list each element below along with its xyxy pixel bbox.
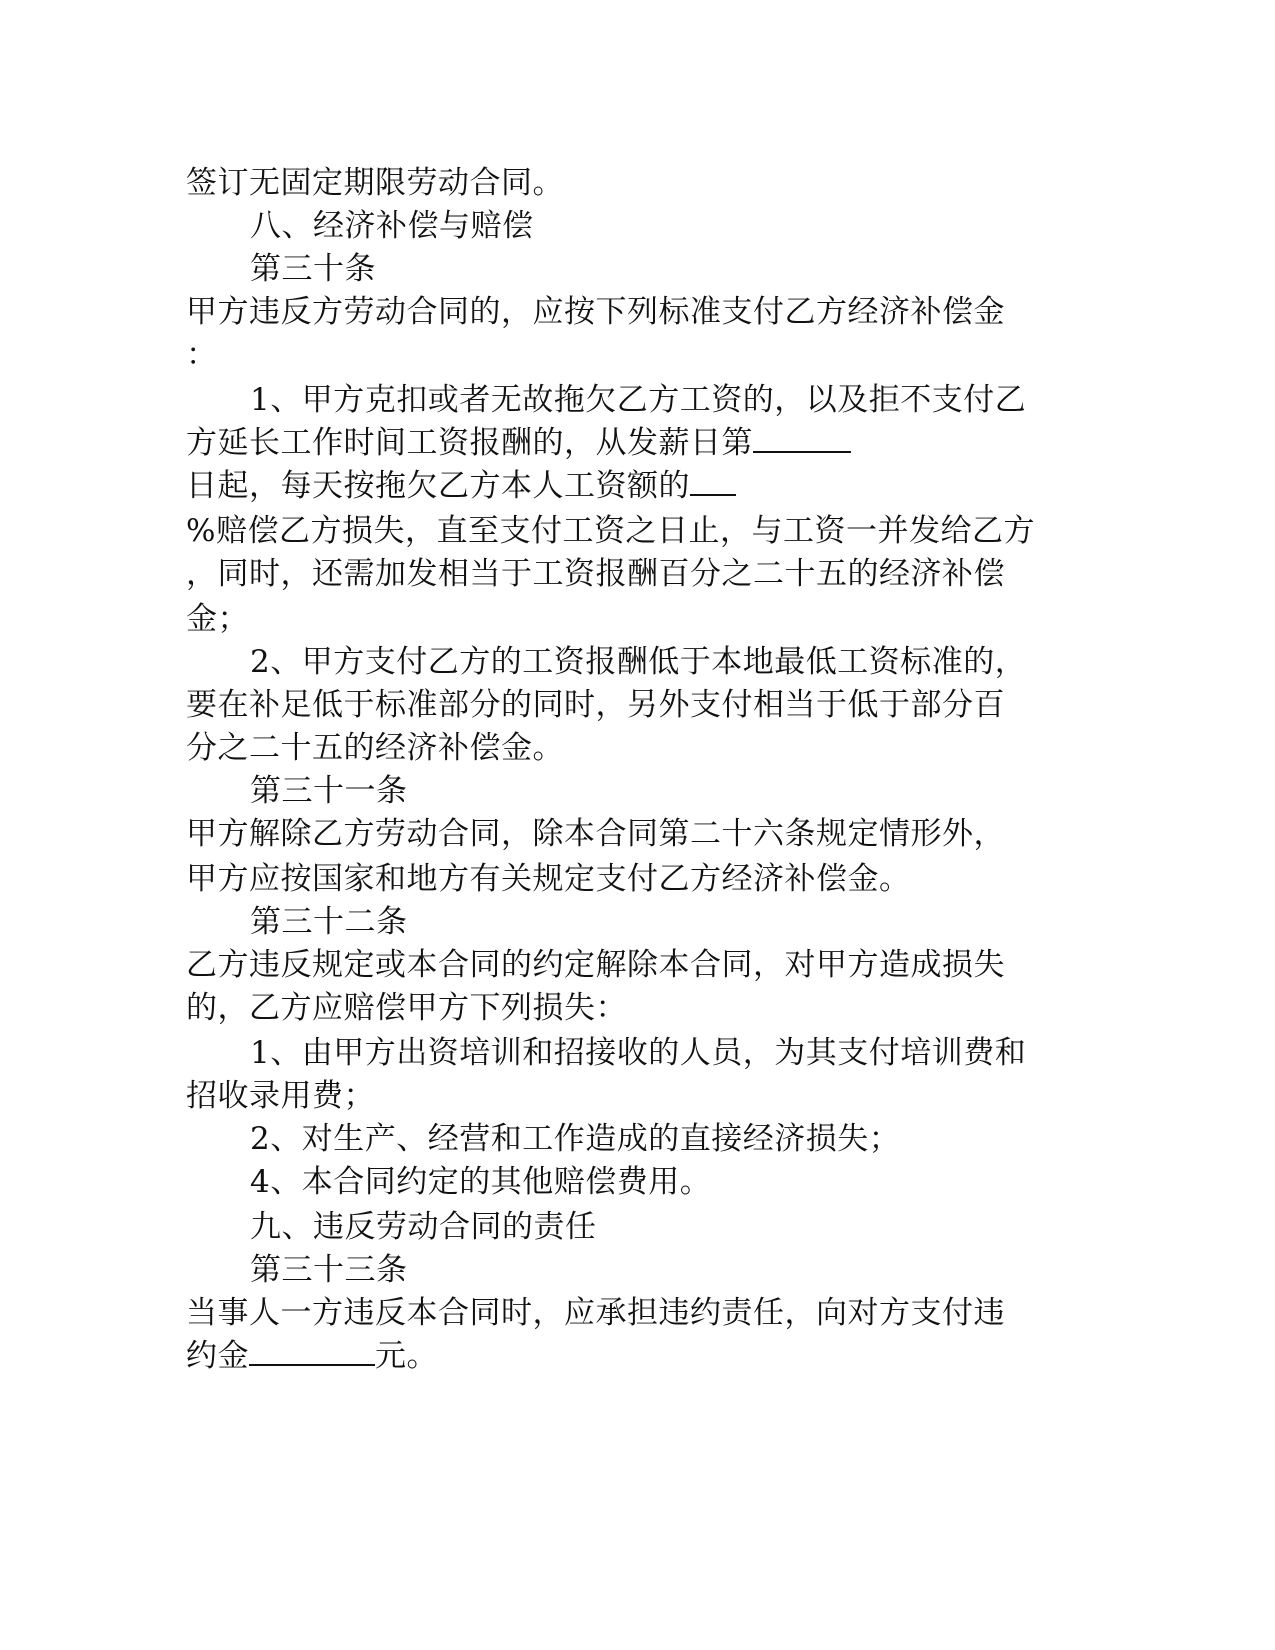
article-heading: 第三十三条 bbox=[250, 1252, 408, 1288]
text-line: 乙方违反规定或本合同的约定解除本合同，对甲方造成损失 bbox=[186, 947, 1005, 983]
text-segment: 约金 bbox=[186, 1338, 249, 1374]
text-line: 当事人一方违反本合同时，应承担违约责任，向对方支付违 bbox=[186, 1295, 1005, 1331]
text-line-with-blank bbox=[186, 463, 736, 509]
text-line: 2、甲方支付乙方的工资报酬低于本地最低工资标准的， bbox=[250, 644, 1027, 680]
article-heading: 第三十条 bbox=[250, 251, 376, 287]
fill-in-blank bbox=[753, 421, 851, 453]
text-line: 2、对生产、经营和工作造成的直接经济损失； bbox=[250, 1121, 901, 1157]
text-line: 4、本合同约定的其他赔偿费用。 bbox=[250, 1164, 712, 1200]
text-segment: 方延长工作时间工资报酬的，从发薪日第 bbox=[186, 425, 753, 461]
text-line-with-blank bbox=[186, 1333, 438, 1379]
text-line: 分之二十五的经济补偿金。 bbox=[186, 730, 564, 766]
text-line: 金； bbox=[186, 601, 249, 637]
fill-in-blank bbox=[690, 464, 736, 496]
text-line-with-blank bbox=[186, 420, 851, 466]
text-line: 甲方违反方劳动合同的，应按下列标准支付乙方经济补偿金 bbox=[186, 294, 1005, 330]
article-heading: 第三十二条 bbox=[250, 904, 408, 940]
text-line: 甲方解除乙方劳动合同，除本合同第二十六条规定情形外， bbox=[186, 816, 1005, 852]
text-line: ： bbox=[186, 337, 218, 373]
text-line: 1、由甲方出资培训和招接收的人员，为其支付培训费和 bbox=[250, 1035, 1027, 1071]
article-heading: 第三十一条 bbox=[250, 773, 408, 809]
text-line: 的，乙方应赔偿甲方下列损失： bbox=[186, 990, 627, 1026]
text-line: 签订无固定期限劳动合同。 bbox=[186, 165, 564, 201]
text-line: 招收录用费； bbox=[186, 1078, 375, 1114]
text-segment: 元。 bbox=[375, 1338, 438, 1374]
text-line: %赔偿乙方损失，直至支付工资之日止，与工资一并发给乙方 bbox=[186, 513, 1035, 549]
section-heading: 八、经济补偿与赔偿 bbox=[250, 208, 534, 244]
text-line: 1、甲方克扣或者无故拖欠乙方工资的，以及拒不支付乙 bbox=[250, 382, 1027, 418]
text-line: 甲方应按国家和地方有关规定支付乙方经济补偿金。 bbox=[186, 861, 911, 897]
fill-in-blank bbox=[249, 1334, 375, 1366]
text-line: ，同时，还需加发相当于工资报酬百分之二十五的经济补偿 bbox=[186, 556, 1005, 592]
text-line: 要在补足低于标准部分的同时，另外支付相当于低于部分百 bbox=[186, 687, 1005, 723]
text-segment: 日起，每天按拖欠乙方本人工资额的 bbox=[186, 468, 690, 504]
section-heading: 九、违反劳动合同的责任 bbox=[250, 1209, 597, 1245]
